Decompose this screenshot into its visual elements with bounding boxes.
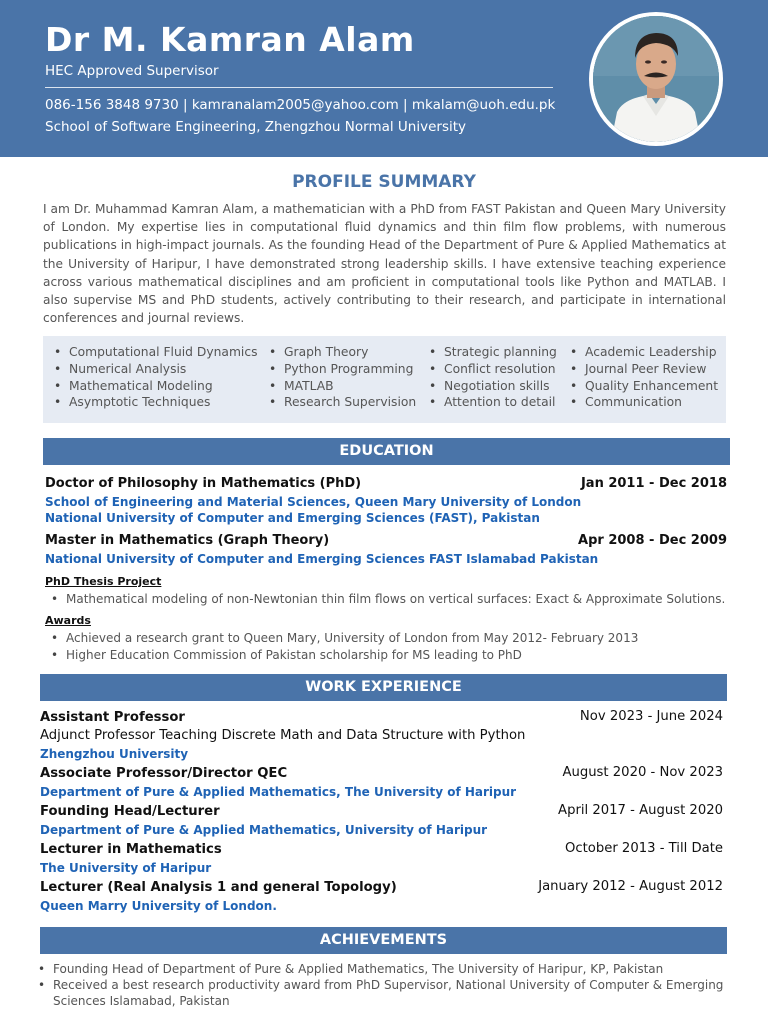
job-institution: Department of Pure & Applied Mathematics, The University of Haripur [40,785,517,799]
job-title: Founding Head/Lecturer [40,804,220,819]
job-date: August 2020 - Nov 2023 [562,765,723,780]
skill-item: • Mathematical Modeling [69,379,213,393]
affiliation-line: School of Software Engineering, Zhengzhou Normal University [45,119,467,135]
thesis-heading: PhD Thesis Project [45,575,162,588]
header-banner [0,0,768,157]
skill-item: • Strategic planning [444,345,557,359]
skill-item: • Communication [585,395,682,409]
ms-date: Apr 2008 - Dec 2009 [578,533,727,548]
award-item: • Achieved a research grant to Queen Mary, University of London from May 2012- February 2013 [66,631,638,645]
education-heading: EDUCATION [43,438,730,465]
skill-item: • Negotiation skills [444,379,550,393]
job-title: Lecturer in Mathematics [40,842,222,857]
skill-item: • Research Supervision [284,395,416,409]
job-date: April 2017 - August 2020 [558,803,723,818]
phd-degree: Doctor of Philosophy in Mathematics (PhD) [45,476,362,491]
job-institution: Queen Marry University of London. [40,899,277,913]
skill-item: • Asymptotic Techniques [69,395,210,409]
profile-summary-text: I am Dr. Muhammad Kamran Alam, a mathematician with a PhD from FAST Pakistan and Queen Mary University of London. My expertise lies in computational fluid dynamics and thin film flow problems, with numerous publications in high-impact journals. As the founding Head of the Department of Pure & Applied Mathematics at the University of Haripur, I have demonstrated strong leadership skills. I have extensive teaching experience across various mathematical disciplines and am proficient in computational tools like Python and MATLAB. I also supervise MS and PhD students, actively contributing to their research, and participate in international conferences and journal reviews. [43,202,726,326]
skill-item: • Quality Enhancement [585,379,718,393]
phd-institution: School of Engineering and Material Sciences, Queen Mary University of London [45,495,582,509]
skill-item: • Journal Peer Review [585,362,706,376]
phd-date: Jan 2011 - Dec 2018 [580,476,727,491]
ms-institution: National University of Computer and Emerging Sciences FAST Islamabad Pakistan [45,552,599,566]
job-date: January 2012 - August 2012 [538,879,723,894]
person-name: Dr M. Kamran Alam [45,20,415,59]
skill-item: • Numerical Analysis [69,362,186,376]
skills-panel [43,336,726,423]
thesis-item: • Mathematical modeling of non-Newtonian thin film flows on vertical surfaces: Exact & Approximate Solutions. [66,592,725,606]
skill-item: • Attention to detail [444,395,555,409]
ms-degree: Master in Mathematics (Graph Theory) [45,533,330,548]
achievements-heading: ACHIEVEMENTS [40,927,727,954]
job-date: Nov 2023 - June 2024 [579,709,723,724]
skill-item: • MATLAB [284,379,334,393]
awards-heading: Awards [45,614,91,627]
achievement-item: • Founding Head of Department of Pure & Applied Mathematics, The University of Haripur, KP, Pakistan [53,961,733,977]
profile-photo [589,12,723,146]
skill-item: • Python Programming [284,362,413,376]
profile-summary-heading: PROFILE SUMMARY [292,172,476,192]
contact-line: 086-156 3848 9730 | kamranalam2005@yahoo.com | mkalam@uoh.edu.pk [45,97,556,113]
job-institution: Zhengzhou University [40,747,189,761]
portrait-illustration [593,16,719,142]
header-divider [45,87,553,88]
person-subtitle: HEC Approved Supervisor [45,63,219,79]
skill-item: • Graph Theory [284,345,368,359]
award-item: • Higher Education Commission of Pakistan scholarship for MS leading to PhD [66,648,522,662]
job-institution: Department of Pure & Applied Mathematics, University of Haripur [40,823,488,837]
job-title: Associate Professor/Director QEC [40,766,288,781]
skill-item: • Academic Leadership [585,345,717,359]
job-date: October 2013 - Till Date [564,841,723,856]
job-title: Assistant Professor [40,710,185,725]
job-title: Lecturer (Real Analysis 1 and general Topology) [40,880,397,895]
work-heading: WORK EXPERIENCE [40,674,727,701]
job-institution: The University of Haripur [40,861,212,875]
achievement-item: • Received a best research productivity award from PhD Supervisor, National University of Computer & Emerging Sciences Islamabad, Pakistan [53,977,733,1009]
job-description: Adjunct Professor Teaching Discrete Math and Data Structure with Python [40,728,526,743]
skill-item: • Conflict resolution [444,362,556,376]
profile-photo-image [593,16,719,142]
phd-institution: National University of Computer and Emerging Sciences (FAST), Pakistan [45,511,540,525]
skill-item: • Computational Fluid Dynamics [69,345,258,359]
